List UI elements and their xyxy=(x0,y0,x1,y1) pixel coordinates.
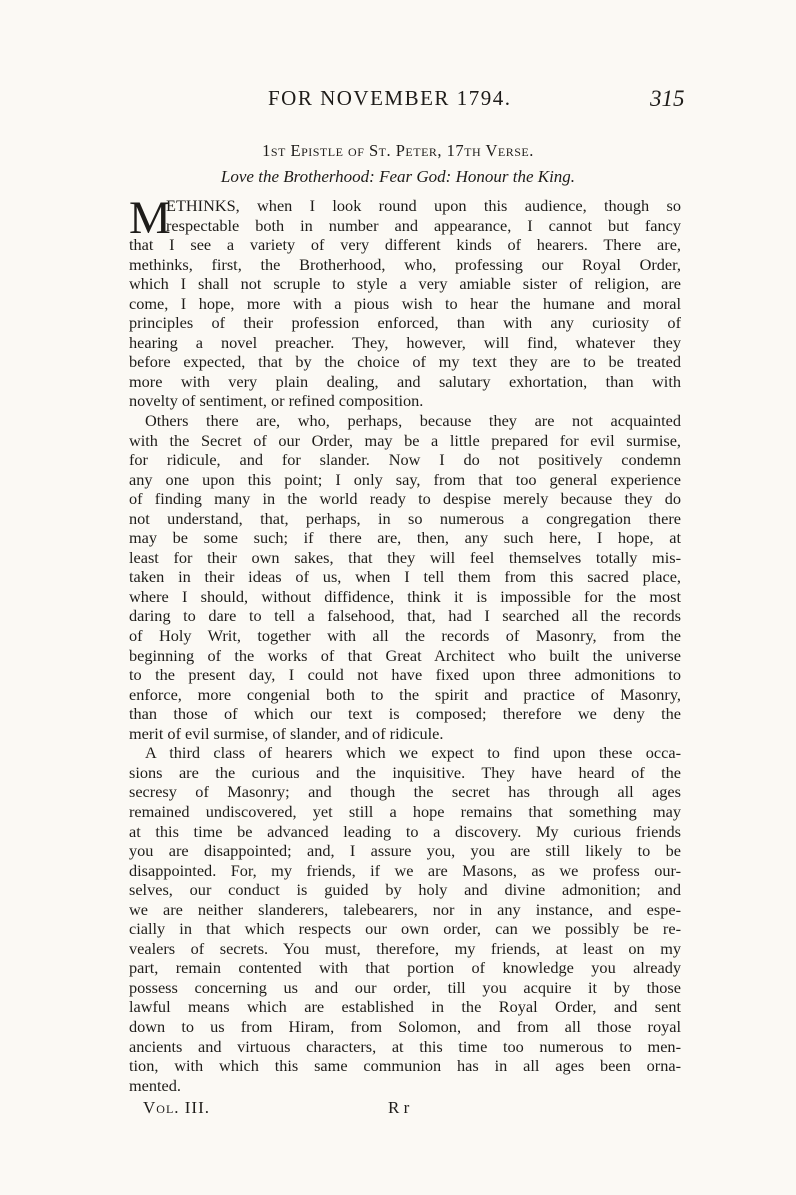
text-line: hearing a novel preacher. They, however, will find, whatever they xyxy=(129,332,681,352)
text-line: come, I hope, more with a pious wish to hear the humane and moral xyxy=(129,293,681,313)
signature-mark: R r xyxy=(388,1098,410,1117)
text-line: at this time be advanced leading to a discovery. My curious friends xyxy=(129,821,681,841)
running-head-title: FOR NOVEMBER 1794. xyxy=(268,86,512,110)
text-line: principles of their profession enforced, than with any curiosity of xyxy=(129,313,681,333)
text-line: with the Secret of our Order, may be a little prepared for evil surmise, xyxy=(129,430,681,450)
text-line: remained undiscovered, yet still a hope remains that something may xyxy=(129,801,681,821)
text-line: any one upon this point; I only say, from that too general experience xyxy=(129,469,681,489)
text-line: respectable both in number and appearance, I cannot but fancy xyxy=(166,215,681,235)
text-line: not understand, that, perhaps, in so numerous a congregation there xyxy=(129,508,681,528)
text-line: than those of which our text is composed; therefore we deny the xyxy=(129,704,681,724)
text-line: cially in that which respects our own order, can we possibly be re- xyxy=(129,919,681,939)
text-line: taken in their ideas of us, when I tell them from this sacred place, xyxy=(129,567,681,587)
text-line: for ridicule, and for slander. Now I do not positively condemn xyxy=(129,450,681,470)
text-line: Others there are, who, perhaps, because they are not acquainted xyxy=(145,411,681,431)
text-line: where I should, without diffidence, think it is impossible for the most xyxy=(129,586,681,606)
page-number: 315 xyxy=(650,86,685,111)
text-line: novelty of sentiment, or refined composition. xyxy=(129,391,424,411)
text-line: least for their own sakes, that they will feel themselves totally mis- xyxy=(129,547,681,567)
text-line: which I shall not scruple to style a very amiable sister of religion, are xyxy=(129,274,681,294)
text-line: mented. xyxy=(129,1075,181,1095)
text-line: you are disappointed; and, I assure you, you are still likely to be xyxy=(129,841,681,861)
text-line: more with very plain dealing, and salutary exhortation, than with xyxy=(129,371,681,391)
text-line: tion, with which this same communion has in all ages been orna- xyxy=(129,1056,681,1076)
text-line: vealers of secrets. You must, therefore, my friends, at least on my xyxy=(129,938,681,958)
text-line: selves, our conduct is guided by holy and divine admonition; and xyxy=(129,880,681,900)
page-footer xyxy=(0,1098,796,1122)
scripture-heading xyxy=(0,141,796,161)
text-line: we are neither slanderers, talebearers, nor in any instance, and espe- xyxy=(129,899,681,919)
volume-label: Vol. III. xyxy=(143,1098,211,1117)
text-line: lawful means which are established in the Royal Order, and sent xyxy=(129,997,681,1017)
text-line: disappointed. For, my friends, if we are Masons, as we profess our- xyxy=(129,860,681,880)
text-line: down to us from Hiram, from Solomon, and from all those royal xyxy=(129,1016,681,1036)
epistle-reference: 1st Epistle of St. Peter, xyxy=(262,141,443,160)
text-line: merit of evil surmise, of slander, and of ridicule. xyxy=(129,723,444,743)
text-line: to the present day, I could not have fixed upon three admonitions to xyxy=(129,665,681,685)
drop-cap: M xyxy=(129,192,171,244)
text-line: ancients and virtuous characters, at this time too numerous to men- xyxy=(129,1036,681,1056)
verse-reference: 17th Verse. xyxy=(446,141,534,160)
text-line: enforce, more congenial both to the spirit and practice of Masonry, xyxy=(129,684,681,704)
sermon-body xyxy=(129,192,681,1095)
text-line: of finding many in the world ready to despise merely because they do xyxy=(129,489,681,509)
text-line: beginning of the works of that Great Architect who built the universe xyxy=(129,645,681,665)
running-head xyxy=(0,86,796,116)
text-line: sions are the curious and the inquisitive. They have heard of the xyxy=(129,762,681,782)
text-line: may be some such; if there are, then, any such here, I hope, at xyxy=(129,528,681,548)
text-line: ETHINKS, when I look round upon this audience, though so xyxy=(166,196,681,215)
text-line: part, remain contented with that portion of knowledge you already xyxy=(129,958,681,978)
text-line: that I see a variety of very different kinds of hearers. There are, xyxy=(129,235,681,255)
text-line: possess concerning us and our order, till you acquire it by those xyxy=(129,977,681,997)
text-line: methinks, first, the Brotherhood, who, professing our Royal Order, xyxy=(129,254,681,274)
text-line: before expected, that by the choice of my text they are to be treated xyxy=(129,352,681,372)
text-line: A third class of hearers which we expect to find upon these occa- xyxy=(145,743,681,763)
text-line: of Holy Writ, together with all the records of Masonry, from the xyxy=(129,626,681,646)
motto: Love the Brotherhood: Fear God: Honour the King. xyxy=(220,167,576,186)
text-line: secresy of Masonry; and though the secret has through all ages xyxy=(129,782,681,802)
text-line: daring to dare to tell a falsehood, that, had I searched all the records xyxy=(129,606,681,626)
